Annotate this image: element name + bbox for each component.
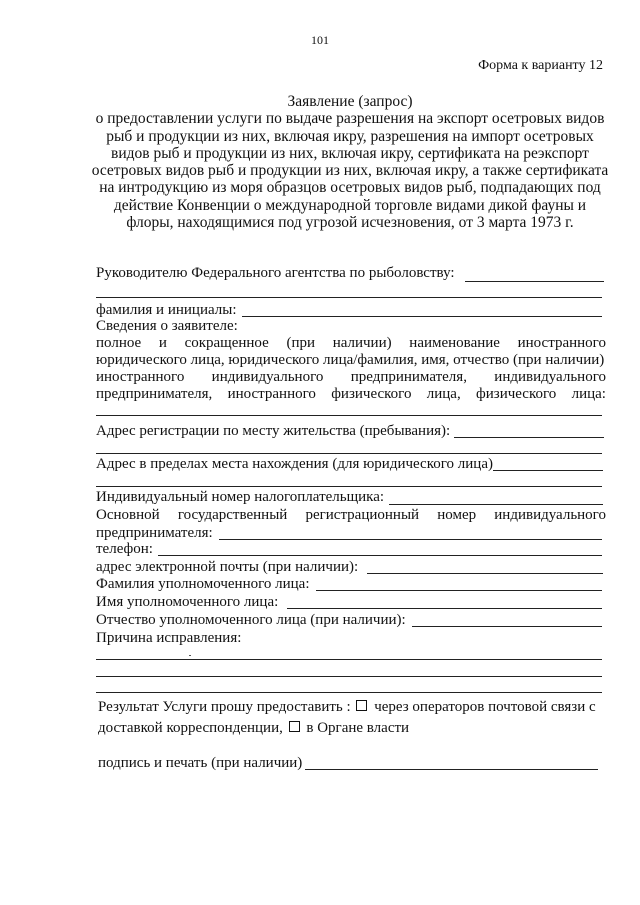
post-delivery-label: через операторов почтовой связи с (374, 699, 596, 715)
result-delivery-line2 (98, 720, 409, 736)
signature-field[interactable] (305, 769, 598, 770)
location-address-label: Адрес в пределах места нахождения (для юридического лица) (96, 456, 493, 472)
applicant-info-field[interactable] (96, 415, 602, 416)
title-line: рыб и продукции из них, включая икру, разрешения на импорт осетровых (106, 127, 594, 145)
email-field[interactable] (367, 573, 603, 574)
addressee-label: Руководителю Федерального агентства по рыболовству: (96, 265, 455, 281)
email-label: адрес электронной почты (при наличии): (96, 559, 359, 575)
correction-reason-label: Причина исправления: (96, 630, 242, 646)
rep-patronymic-field[interactable] (412, 626, 602, 627)
post-delivery-checkbox[interactable] (356, 700, 367, 711)
title-line: флоры, находящимися под угрозой исчезновения, от 3 марта 1973 г. (126, 214, 574, 232)
rep-patronymic-label: Отчество уполномоченного лица (при наличии): (96, 612, 406, 628)
applicant-desc-line3: иностранного индивидуального предпринимателя, индивидуального (96, 369, 606, 385)
in-office-checkbox[interactable] (289, 721, 300, 732)
applicant-desc-line1: полное и сокращенное (при наличии) наименование иностранного (96, 335, 606, 351)
result-prefix: Результат Услуги прошу предоставить : (98, 699, 351, 715)
title-line: осетровых видов рыб и продукции из них, включая икру, а также сертификата (91, 162, 609, 180)
registration-address-label: Адрес регистрации по месту жительства (пребывания): (96, 423, 451, 439)
phone-label: телефон: (96, 541, 153, 557)
title-line: о предоставлении услуги по выдаче разрешения на экспорт осетровых видов (95, 110, 605, 128)
addressee-field[interactable] (465, 281, 604, 282)
signature-label: подпись и печать (при наличии) (98, 755, 303, 771)
location-address-field[interactable] (493, 470, 603, 471)
in-office-label: в Органе власти (306, 720, 410, 736)
title-line: на интродукцию из моря образцов осетровых видов рыб, подпадающих под (99, 179, 601, 197)
correction-reason-field[interactable] (96, 659, 602, 660)
applicant-desc-line2: юридического лица, юридического лица/фамилия, имя, отчество (при наличии) (96, 352, 605, 368)
result-delivery-line1 (98, 699, 596, 715)
correction-reason-field[interactable] (96, 692, 602, 693)
post-delivery-label-cont: доставкой корреспонденции, (98, 720, 283, 736)
ogrnip-label-line1: Основной государственный регистрационный номер индивидуального (96, 507, 606, 523)
phone-field[interactable] (158, 555, 602, 556)
correction-reason-field[interactable] (96, 676, 602, 677)
inn-field[interactable] (389, 504, 603, 505)
surname-initials-label: фамилия и инициалы: (96, 302, 237, 318)
registration-address-field-continuation[interactable] (96, 453, 602, 454)
title-line: видов рыб и продукции из них, включая икру, сертификата на реэкспорт (111, 144, 589, 162)
applicant-info-label: Сведения о заявителе: (96, 318, 238, 334)
location-address-field-continuation[interactable] (96, 486, 602, 487)
rep-surname-label: Фамилия уполномоченного лица: (96, 576, 310, 592)
inn-label: Индивидуальный номер налогоплательщика: (96, 489, 385, 505)
document-title (0, 93, 640, 231)
title-line: действие Конвенции о международной торговле видами дикой фауны и (113, 196, 587, 214)
registration-address-field[interactable] (454, 437, 604, 438)
form-variant-label: Форма к варианту 12 (478, 58, 603, 73)
rep-surname-field[interactable] (316, 590, 602, 591)
ogrnip-field[interactable] (219, 539, 602, 540)
rep-name-field[interactable] (287, 608, 602, 609)
applicant-desc-line4: предпринимателя, иностранного физического лица, физического лица: (96, 386, 606, 402)
rep-name-label: Имя уполномоченного лица: (96, 594, 279, 610)
ink-mark (189, 655, 191, 656)
title-heading: Заявление (запрос) (287, 93, 413, 110)
page-number: 101 (311, 33, 329, 47)
surname-initials-field[interactable] (242, 316, 602, 317)
ogrnip-label-line2: предпринимателя: (96, 525, 213, 541)
addressee-field-continuation[interactable] (96, 297, 602, 298)
